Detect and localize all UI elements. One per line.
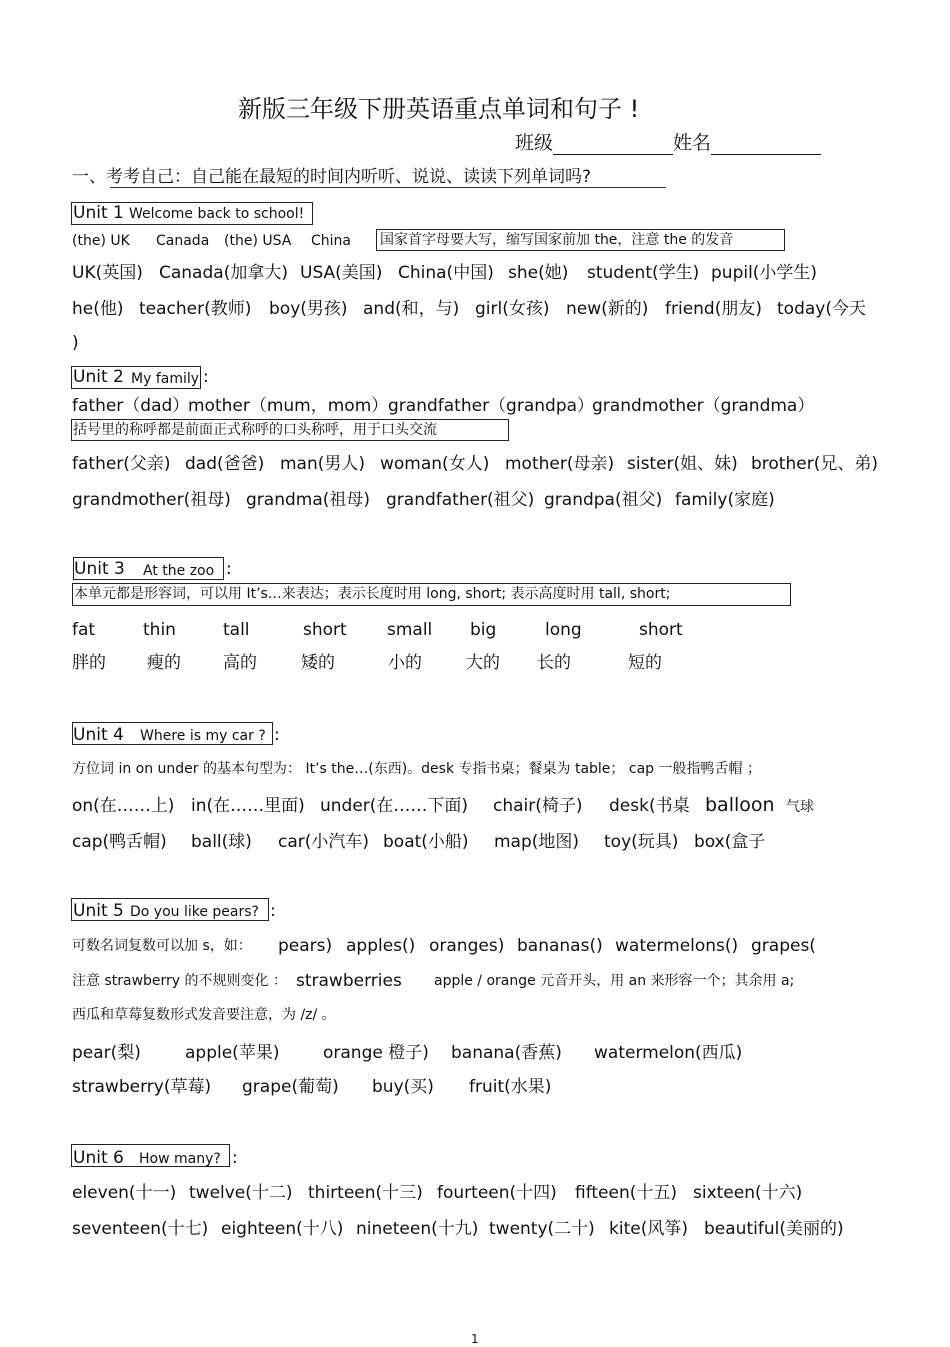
u1-word: and(和，与) [363,299,460,319]
u2-word: brother(兄、弟) [751,454,878,474]
u4-word: car(小汽车) [278,832,370,852]
u1-word: boy(男孩) [269,299,348,319]
u5-word: banana(香蕉) [451,1043,562,1063]
u4-word: 气球 [786,799,814,815]
u3-word-en: short [303,620,347,640]
u3-word-en: long [545,620,582,640]
u6-word: kite(风筝) [609,1219,688,1239]
u3-word-en: short [639,620,683,640]
u1-note: 国家首字母要大写，缩写国家前加 the，注意 the 的发音 [380,232,734,248]
u5-note2-word: strawberries [296,971,402,991]
unit2-label: Unit 2 [73,367,124,387]
u4-word: map(地图) [494,832,580,852]
unit6-label: Unit 6 [73,1148,124,1168]
u1-word-tail: ) [72,333,79,353]
u5-note3: 西瓜和草莓复数形式发音要注意，为 /z/ 。 [72,1007,336,1023]
unit3-colon: : [226,559,232,579]
u1-word: new(新的) [566,299,649,319]
u2-word: woman(女人) [380,454,490,474]
u5-plural: oranges) [429,936,505,956]
u3-word-en: fat [72,620,96,640]
u1-word: Canada(加拿大) [159,263,288,283]
u3-note: 本单元都是形容词，可以用 It’s…来表达；表示长度时用 long, short; 表示高度时用 tall, short; [74,586,671,602]
u4-word: in(在……里面) [191,796,305,816]
u4-word: toy(玩具) [604,832,679,852]
u2-form: grandfather（grandpa） [388,396,595,416]
u1-country: (the) UK [72,233,130,249]
unit1-theme: Welcome back to school! [129,206,305,222]
u6-word: eighteen(十八) [221,1219,344,1239]
u5-note2-prefix: 注意 strawberry 的不规则变化 ： [72,973,287,989]
u5-plural-prefix: 可数名词复数可以加 s，如： [72,938,252,954]
u6-word: twelve(十二) [189,1183,293,1203]
unit3-theme: At the zoo [143,563,215,579]
unit5-theme: Do you like pears? [130,904,259,920]
u2-word: father(父亲) [72,454,171,474]
u3-word-zh: 瘦的 [147,653,181,673]
u5-plural: apples() [346,936,416,956]
unit6-theme: How many? [139,1151,221,1167]
u4-word: on(在……上) [72,796,175,816]
u2-word: grandma(祖母) [246,490,371,510]
class-label: 班级 [515,132,554,154]
u1-country: China [311,233,351,249]
u1-word: friend(朋友) [665,299,762,319]
u4-word: cap(鸭舌帽) [72,832,167,852]
u2-word: sister(姐、妹) [627,454,738,474]
u5-word: grape(葡萄) [242,1077,339,1097]
u2-word: mother(母亲) [505,454,615,474]
section-underline [110,187,666,188]
u1-word: she(她) [508,263,569,283]
u3-word-zh: 胖的 [72,653,106,673]
u3-word-zh: 长的 [537,653,571,673]
u3-word-zh: 大的 [466,653,500,673]
u5-plural: watermelons() [615,936,739,956]
u3-word-zh: 小的 [388,653,422,673]
u4-word: under(在……下面) [320,796,469,816]
u6-word: seventeen(十七) [72,1219,209,1239]
unit5-colon: : [270,901,276,921]
page-number: 1 [471,1332,479,1346]
u6-word: fourteen(十四) [437,1183,557,1203]
u3-word-zh: 高的 [223,653,257,673]
u3-word-zh: 短的 [628,653,662,673]
name-label: 姓名 [673,132,712,154]
unit6-colon: : [232,1148,238,1168]
u5-word: apple(苹果) [185,1043,280,1063]
u5-word: orange 橙子) [323,1043,429,1063]
u6-word: nineteen(十九) [356,1219,479,1239]
u1-word: girl(女孩) [475,299,550,319]
u6-word: fifteen(十五) [575,1183,678,1203]
u5-word: pear(梨) [72,1043,141,1063]
u4-word: chair(椅子) [493,796,583,816]
u1-word: China(中国) [398,263,494,283]
u4-word: boat(小船) [383,832,469,852]
u1-word: teacher(教师) [139,299,252,319]
u5-plural: bananas() [517,936,603,956]
u6-word: twenty(二十) [489,1219,595,1239]
u1-word: pupil(小学生) [711,263,818,283]
u3-word-en: thin [143,620,176,640]
u1-word: today(今天 [777,299,866,319]
u2-word: grandpa(祖父) [544,490,663,510]
class-name-line [515,133,821,155]
u5-word: strawberry(草莓) [72,1077,212,1097]
u4-word: box(盒子 [694,832,766,852]
unit2-theme: My family [131,371,200,387]
u1-word: he(他) [72,299,124,319]
u2-word: grandfather(祖父) [386,490,535,510]
u6-word: beautiful(美丽的) [704,1219,844,1239]
u4-word-balloon: balloon [705,794,775,816]
unit1-label: Unit 1 [73,203,124,223]
u5-note2-suffix: apple / orange 元音开头，用 an 来形容一个；其余用 a; [434,973,795,989]
u5-word: buy(买) [372,1077,434,1097]
u6-word: sixteen(十六) [693,1183,803,1203]
u2-word: man(男人) [280,454,366,474]
u2-word: dad(爸爸) [185,454,265,474]
u2-form: father（dad） [72,396,190,416]
u5-word: fruit(水果) [469,1077,552,1097]
section-heading: 一、考考自己：自己能在最短的时间内听听、说说、读读下列单词吗? [72,167,592,187]
u5-plural: pears) [278,936,333,956]
u2-word: grandmother(祖母) [72,490,231,510]
u1-word: UK(英国) [72,263,143,283]
u4-word: desk(书桌 [609,796,690,816]
u2-form: mother（mum，mom） [188,396,389,416]
unit2-colon: : [203,367,209,387]
u6-word: eleven(十一) [72,1183,177,1203]
page-title: 新版三年级下册英语重点单词和句子 ! [238,95,640,123]
u5-word: watermelon(西瓜) [594,1043,743,1063]
unit4-theme: Where is my car ? [140,728,266,744]
u1-country: (the) USA [224,233,292,249]
u2-form: grandmother（grandma） [592,396,815,416]
u2-note: 括号里的称呼都是前面正式称呼的口头称呼，用于口头交流 [73,422,437,438]
u3-word-en: big [470,620,497,640]
u5-plural: grapes( [751,936,816,956]
u2-word: family(家庭) [675,490,775,510]
u4-note: 方位词 in on under 的基本句型为： It’s the…(东西)。desk 专指书桌；餐桌为 table； cap 一般指鸭舌帽 ； [72,761,761,777]
unit5-label: Unit 5 [73,901,124,921]
class-blank[interactable] [553,136,673,155]
u6-word: thirteen(十三) [308,1183,423,1203]
u1-word: USA(美国) [300,263,383,283]
unit4-colon: : [274,725,280,745]
u3-word-zh: 矮的 [301,653,335,673]
u3-word-en: small [387,620,433,640]
u3-word-en: tall [223,620,250,640]
unit3-label: Unit 3 [74,559,125,579]
unit4-label: Unit 4 [73,725,124,745]
u1-word: student(学生) [587,263,700,283]
name-blank[interactable] [711,136,821,155]
u4-word: ball(球) [191,832,252,852]
u1-country: Canada [156,233,210,249]
